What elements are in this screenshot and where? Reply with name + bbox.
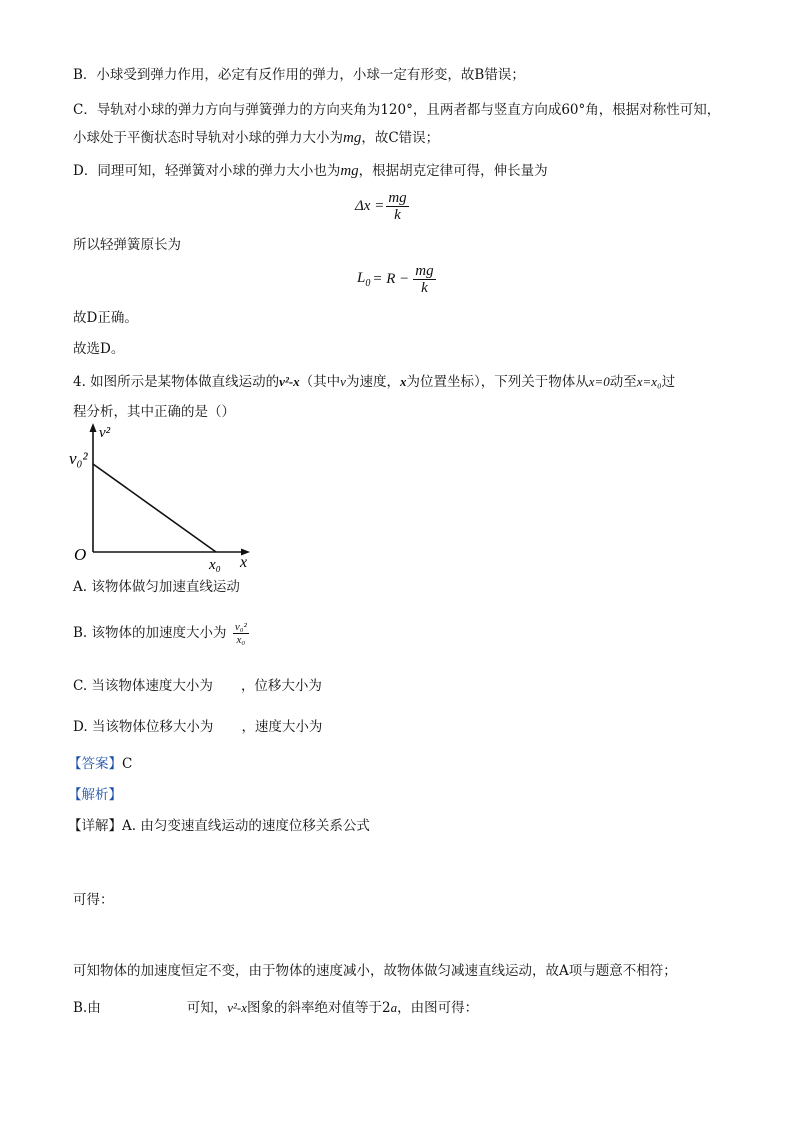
- x-axis-label: x: [240, 554, 248, 571]
- y-intercept-label: v₀²: [69, 449, 88, 468]
- math-v2-x: v²-x: [227, 1000, 247, 1015]
- equation-lhs: Δx =: [355, 198, 385, 214]
- equation-original-length: [357, 263, 438, 296]
- math-v2-x: v²-x: [279, 374, 300, 389]
- text-segment: ，根据胡克定律可得，伸长量为: [358, 163, 548, 179]
- conclusion-text: 可知物体的加速度恒定不变，由于物体的速度减小，故物体做匀减速直线运动，故A项与题意不相符；: [73, 963, 677, 979]
- math-x-equals-0: x=0: [588, 374, 610, 389]
- text-segment: ，速度大小为: [241, 719, 323, 735]
- v2-x-line: [93, 464, 216, 552]
- math-x-equals-x0: x=x₀: [636, 374, 662, 389]
- math-mg: mg: [343, 130, 362, 146]
- text-segment: 可知，: [186, 1000, 228, 1016]
- option-b-detail: [73, 999, 478, 1017]
- text-segment: ，故C错误；: [361, 130, 440, 146]
- d-correct-text: 故D正确。: [73, 310, 138, 326]
- option-c-explanation-line2: [73, 129, 439, 147]
- fraction-numerator: mg: [415, 263, 434, 279]
- fraction-v0sq-over-x0: [233, 621, 249, 646]
- x-intercept-label: x₀: [209, 557, 221, 573]
- answer-value: C: [122, 756, 133, 772]
- text-segment: ，位移大小为: [240, 678, 322, 694]
- answer-tag: 【答案】: [68, 756, 122, 772]
- math-mg: mg: [340, 163, 359, 179]
- text-segment: D. 当该物体位移大小为: [73, 719, 214, 735]
- analysis-tag: 【解析】: [68, 787, 122, 803]
- fraction-denominator: k: [394, 207, 401, 223]
- original-length-label: 所以轻弹簧原长为: [73, 237, 181, 253]
- y-axis-arrow: [90, 423, 97, 432]
- text-segment: D．同理可知，轻弹簧对小球的弹力大小也为: [73, 163, 341, 179]
- text-segment: 小球处于平衡状态时导轨对小球的弹力大小为: [73, 130, 343, 146]
- text-segment: B. 该物体的加速度大小为: [73, 625, 227, 641]
- fraction: [413, 263, 435, 296]
- option-a: A. 该物体做匀加速直线运动: [73, 579, 240, 595]
- detail-line: [68, 817, 370, 835]
- equation-middle: = R −: [372, 271, 410, 287]
- math-x: x: [399, 374, 407, 389]
- option-c: [73, 677, 322, 695]
- equation-lhs: $L_0$: [357, 270, 371, 289]
- text-segment: B.由: [73, 1000, 101, 1016]
- option-b-explanation: B．小球受到弹力作用，必定有反作用的弹力，小球一定有形变，故B错误；: [73, 67, 525, 83]
- choose-d-text: 故选D。: [73, 341, 125, 357]
- question-4-line2: 程分析，其中正确的是（）: [73, 404, 235, 420]
- fraction-denominator: x₀: [236, 634, 246, 646]
- text-segment: ，由图可得：: [397, 1000, 479, 1016]
- text-segment: 为位置坐标），下列关于物体从: [406, 374, 589, 390]
- option-b: [73, 616, 251, 650]
- text-segment: 图象的斜率绝对值等于2: [247, 1000, 391, 1016]
- option-d-explanation-line1: [73, 162, 548, 180]
- fraction-numerator: v₀²: [234, 621, 247, 633]
- v2-x-graph: [66, 420, 266, 575]
- detail-tag: 【详解】: [68, 818, 122, 834]
- fraction-numerator: mg: [388, 190, 407, 206]
- detail-text: A. 由匀变速直线运动的速度位移关系公式: [122, 818, 370, 834]
- answer-line: [68, 755, 132, 773]
- option-d: [73, 718, 322, 736]
- text-segment: 过: [661, 374, 676, 390]
- math-v: v: [340, 374, 346, 389]
- origin-label: O: [74, 545, 87, 564]
- text-segment: （其中: [299, 374, 341, 390]
- can-get-text: 可得：: [73, 892, 114, 908]
- y-axis-label: v²: [99, 425, 111, 441]
- question-4-line1: [73, 373, 675, 391]
- option-c-explanation-line1: C．导轨对小球的弹力方向与弹簧弹力的方向夹角为120°，且两者都与竖直方向成60°角，根据对称性可知，: [73, 102, 721, 118]
- fraction-denominator: k: [421, 280, 428, 296]
- text-segment: 动至: [609, 374, 637, 390]
- text-segment: C. 当该物体速度大小为: [73, 678, 213, 694]
- math-a: a: [390, 1000, 398, 1015]
- text-segment: 为速度，: [345, 374, 400, 390]
- fraction: [386, 190, 408, 223]
- analysis-line: [68, 786, 122, 804]
- equation-delta-x: [355, 190, 411, 223]
- text-segment: 4. 如图所示是某物体做直线运动的: [73, 374, 280, 390]
